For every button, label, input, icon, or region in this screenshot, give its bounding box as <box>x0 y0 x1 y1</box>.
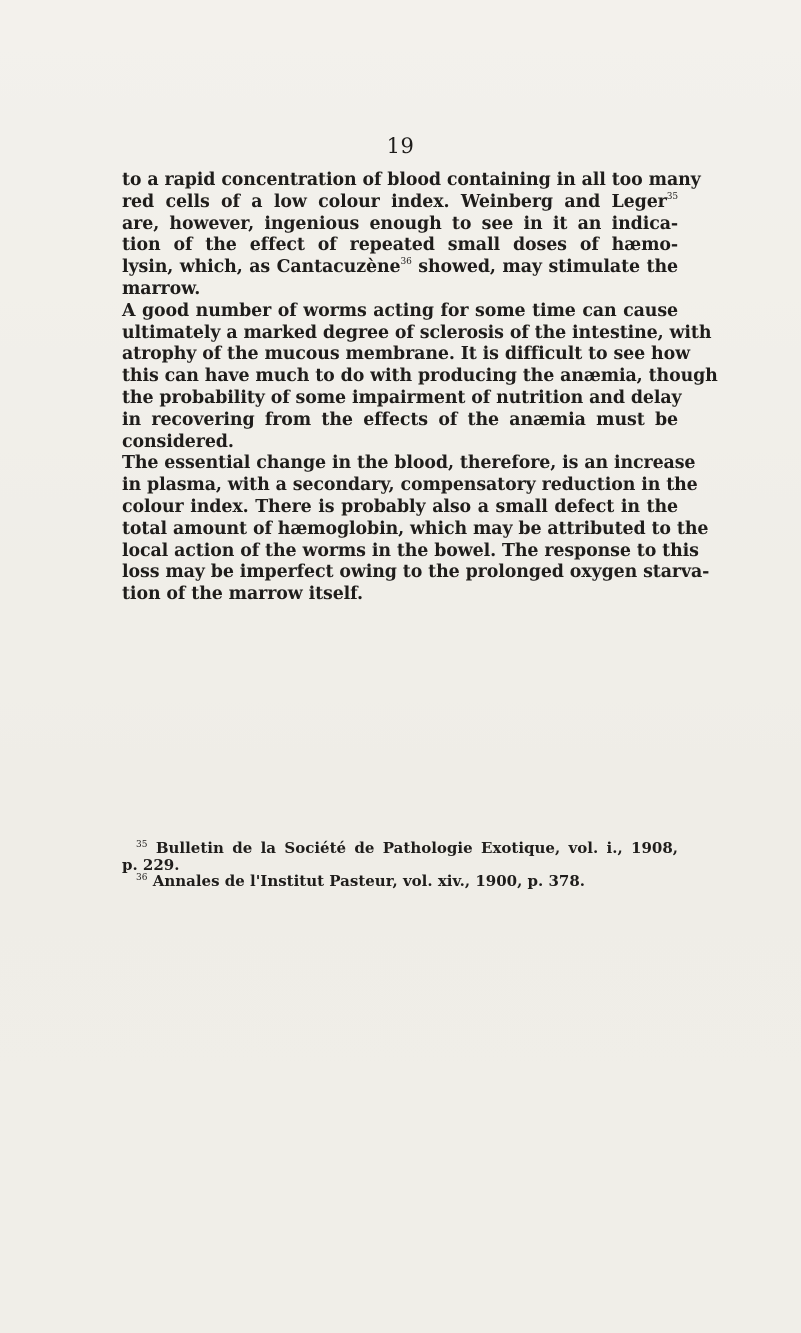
paragraph-1 <box>122 170 701 301</box>
footnote-number: 35 <box>136 840 148 850</box>
text-line: the probability of some impairment of nutrition and delay <box>122 387 682 408</box>
text-line: red cells of a low colour index. Weinberg and Leger$^{35}$ <box>122 191 678 212</box>
text-line: in recovering from the effects of the anæmia must be <box>122 409 678 430</box>
text-line: loss may be imperfect owing to the prolonged oxygen starva- <box>122 562 710 583</box>
footnote-36: $^{36}$ Annales de l'Institut Pasteur, vol. xiv., 1900, p. 378. <box>136 872 585 890</box>
text-line: this can have much to do with producing the anæmia, though <box>122 366 718 387</box>
footnote-ref-36: 36 <box>400 257 412 268</box>
text-line: The essential change in the blood, therefore, is an increase <box>122 453 696 474</box>
text-line: atrophy of the mucous membrane. It is difficult to see how <box>122 344 690 365</box>
text-line: colour index. There is probably also a small defect in the <box>122 496 678 517</box>
text-line: considered. <box>122 431 234 452</box>
text-line: in plasma, with a secondary, compensatory reduction in the <box>122 475 698 496</box>
footnotes <box>122 840 678 890</box>
footnote-number: 36 <box>136 873 148 883</box>
footnote-35-continued: p. 229. <box>122 855 180 874</box>
text-line: total amount of hæmoglobin, which may be attributed to the <box>122 518 709 539</box>
text-line: A good number of worms acting for some time can cause <box>122 300 678 321</box>
text-line: local action of the worms in the bowel. The response to this <box>122 540 699 561</box>
text-line: ultimately a marked degree of sclerosis of the intestine, with <box>122 322 712 343</box>
text-line: marrow. <box>122 278 201 299</box>
text-line: are, however, ingenious enough to see in it an indica- <box>122 213 678 234</box>
text-line: tion of the marrow itself. <box>122 584 363 605</box>
text-line: to a rapid concentration of blood containing in all too many <box>122 170 701 190</box>
paragraph-2 <box>122 300 718 454</box>
paragraph-3 <box>122 453 710 606</box>
body-text <box>122 170 718 606</box>
footnote-ref-35: 35 <box>666 191 678 202</box>
text-line: tion of the effect of repeated small doses of hæmo- <box>122 235 678 256</box>
footnote-35: $^{35}$ Bulletin de la Société de Pathologie Exotique, vol. i., 1908, <box>136 839 678 857</box>
page-number: 19 <box>386 134 415 158</box>
text-line: lysin, which, as Cantacuzène$^{36}$ showed, may stimulate the <box>122 257 678 278</box>
